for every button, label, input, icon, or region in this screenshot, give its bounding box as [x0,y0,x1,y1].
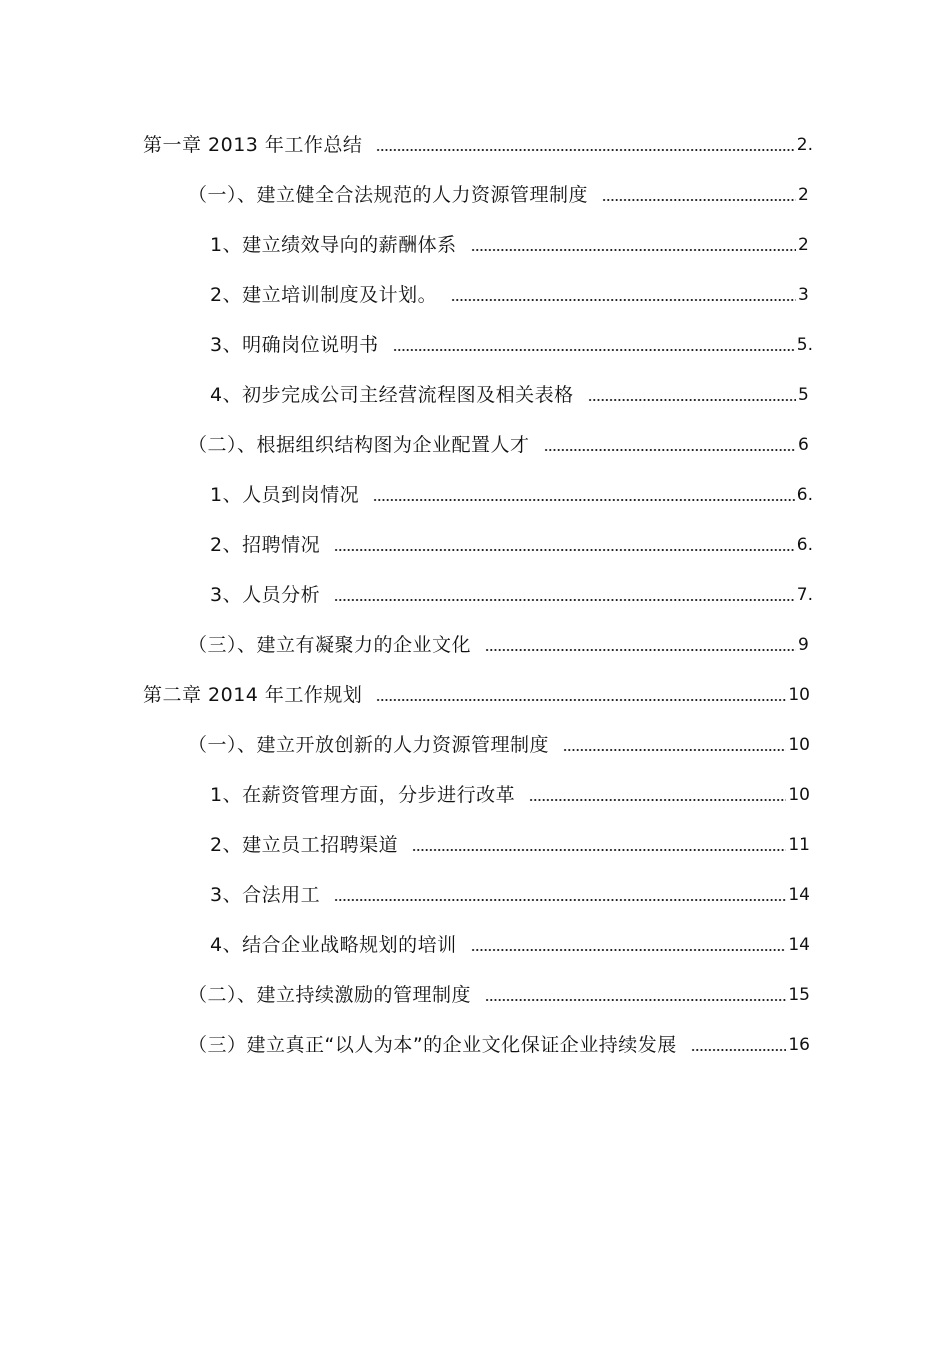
toc-entry-chapter-1[interactable] [143,126,813,156]
toc-entry-page: 10 [788,735,810,755]
dot-leader [485,647,796,653]
toc-entry-page: 2. [796,135,813,155]
toc-entry-page: 7. [796,585,813,605]
toc-entry-subsection-2-1-2[interactable] [210,826,810,856]
toc-entry-title: （一）、建立开放创新的人力资源管理制度 [188,734,550,756]
dot-leader [376,147,794,153]
toc-entry-title: 1、建立绩效导向的薪酬体系 [210,234,457,256]
toc-entry-page: 3 [798,285,809,305]
toc-entry-subsection-2-1-1[interactable] [210,776,810,806]
toc-entry-subsection-2-1-4[interactable] [210,926,810,956]
dot-leader [485,997,786,1003]
toc-entry-title: 4、结合企业战略规划的培训 [210,934,457,956]
toc-entry-chapter-2[interactable] [143,676,810,706]
toc-entry-section-2-1[interactable] [188,726,810,756]
toc-entry-subsection-1-1-4[interactable] [210,376,810,406]
toc-entry-subsection-1-2-1[interactable] [210,476,813,506]
toc-entry-title: （三）、建立有凝聚力的企业文化 [188,634,472,656]
dot-leader [334,547,795,553]
dot-leader [563,747,786,753]
toc-entry-page: 2 [798,235,809,255]
toc-entry-title: 第二章 2014 年工作规划 [143,684,363,706]
toc-entry-section-2-2[interactable] [188,976,810,1006]
toc-entry-page: 11 [788,835,810,855]
dot-leader [691,1047,787,1053]
toc-entry-title: 3、人员分析 [210,584,321,606]
toc-entry-title: 2、建立员工招聘渠道 [210,834,399,856]
dot-leader [471,947,787,953]
toc-entry-page: 9 [798,635,809,655]
dot-leader [376,697,786,703]
dot-leader [334,897,786,903]
toc-entry-page: 6 [798,435,809,455]
toc-entry-page: 16 [788,1035,810,1055]
toc-entry-title: 1、在薪资管理方面，分步进行改革 [210,784,516,806]
toc-entry-page: 14 [788,885,810,905]
toc-entry-title: 1、人员到岗情况 [210,484,360,506]
toc-entry-title: 4、初步完成公司主经营流程图及相关表格 [210,384,574,406]
toc-entry-subsection-2-1-3[interactable] [210,876,810,906]
toc-entry-title: 2、建立培训制度及计划。 [210,284,438,306]
toc-entry-page: 14 [788,935,810,955]
dot-leader [451,297,796,303]
toc-entry-title: （一）、建立健全合法规范的人力资源管理制度 [188,184,589,206]
toc-entry-page: 5 [798,385,809,405]
dot-leader [334,597,795,603]
toc-entry-section-1-3[interactable] [188,626,810,656]
toc-entry-page: 6. [796,535,813,555]
toc-entry-subsection-1-1-3[interactable] [210,326,813,356]
toc-entry-page: 2 [798,185,809,205]
toc-entry-title: 3、合法用工 [210,884,321,906]
toc-entry-title: 第一章 2013 年工作总结 [143,134,363,156]
toc-entry-title: 2、招聘情况 [210,534,321,556]
toc-entry-title: （二）、建立持续激励的管理制度 [188,984,472,1006]
toc-entry-page: 6. [796,485,813,505]
toc-entry-page: 15 [788,985,810,1005]
toc-entry-page: 5. [796,335,813,355]
dot-leader [373,497,795,503]
dot-leader [588,397,796,403]
dot-leader [529,797,786,803]
toc-entry-page: 10 [788,685,810,705]
toc-entry-subsection-1-2-3[interactable] [210,576,813,606]
toc-entry-section-1-2[interactable] [188,426,810,456]
toc-entry-section-2-3[interactable] [188,1026,810,1056]
toc-entry-title: （三）建立真正“以人为本”的企业文化保证企业持续发展 [188,1034,677,1056]
toc-entry-subsection-1-2-2[interactable] [210,526,813,556]
dot-leader [602,197,796,203]
toc-entry-subsection-1-1-1[interactable] [210,226,810,256]
toc-entry-page: 10 [788,785,810,805]
toc-entry-title: 3、明确岗位说明书 [210,334,379,356]
dot-leader [471,247,796,253]
dot-leader [544,447,796,453]
toc-entry-section-1-1[interactable] [188,176,810,206]
toc-entry-title: （二）、根据组织结构图为企业配置人才 [188,434,530,456]
toc-entry-subsection-1-1-2[interactable] [210,276,810,306]
dot-leader [393,347,795,353]
dot-leader [412,847,786,853]
